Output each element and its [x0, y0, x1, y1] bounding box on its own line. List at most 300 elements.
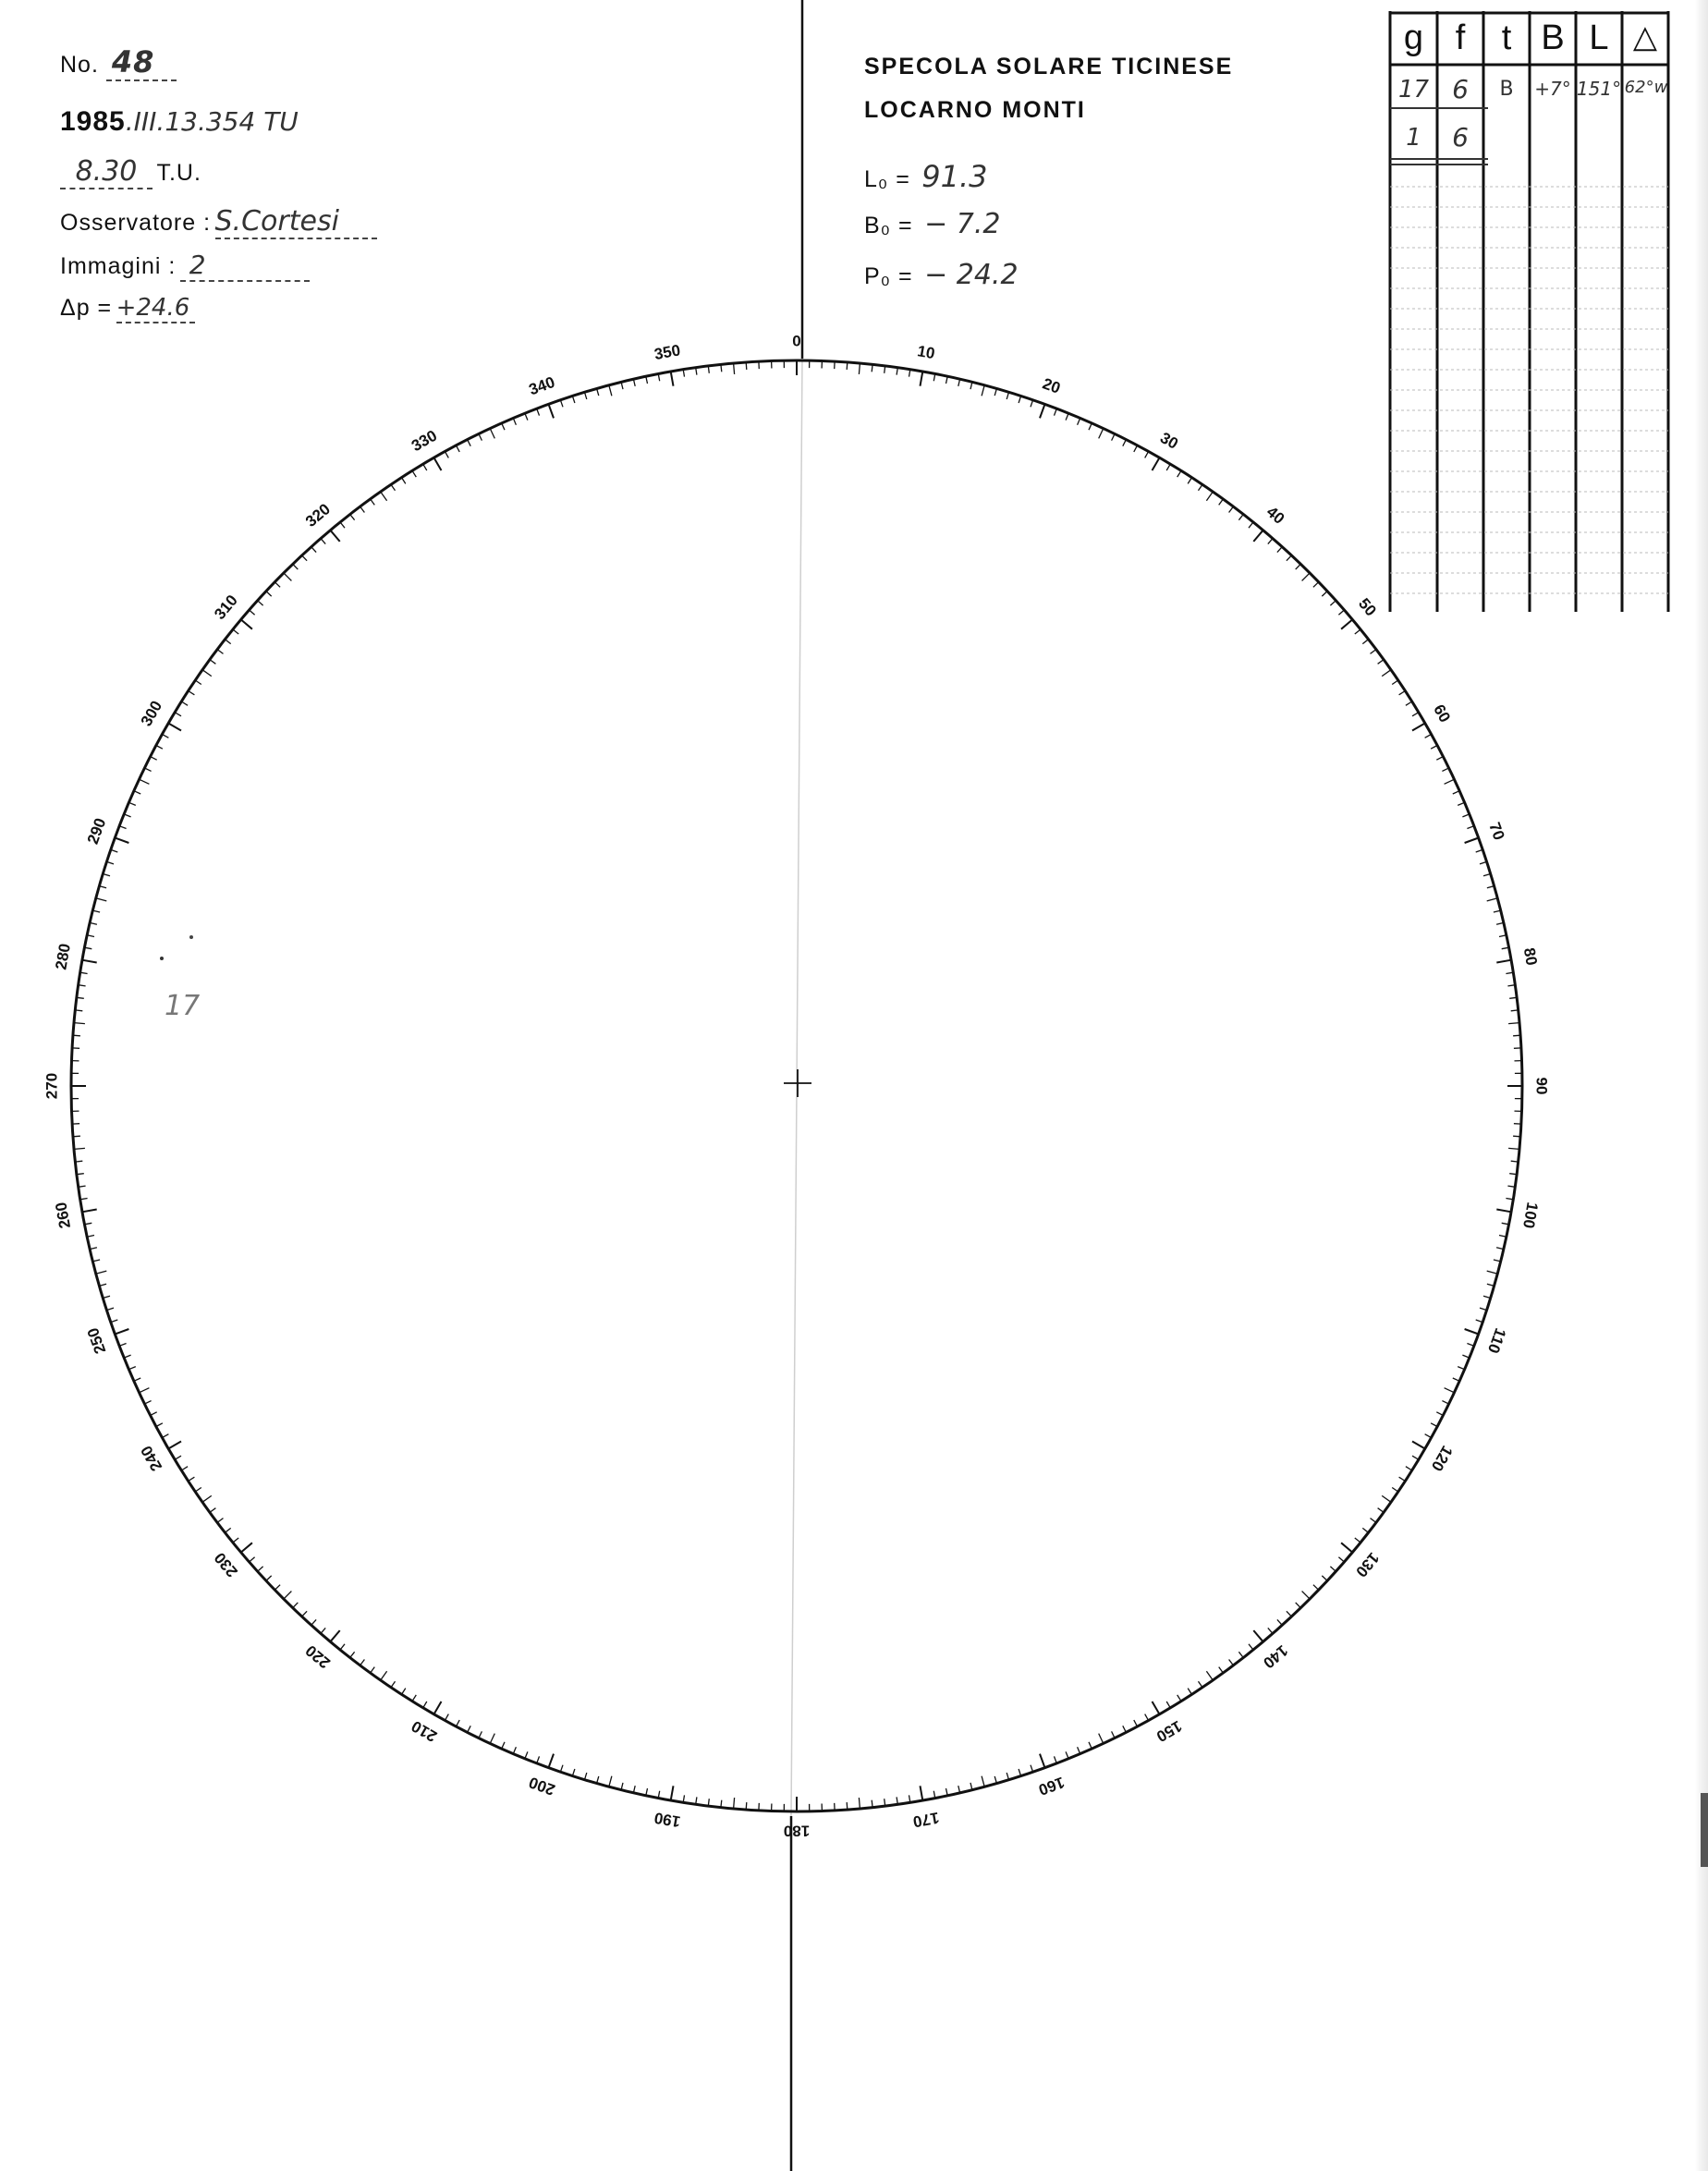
P0-value: − 24.2	[924, 259, 1019, 291]
degree-tick	[1219, 1667, 1224, 1674]
degree-tick	[1445, 779, 1455, 784]
degree-label: 350	[653, 341, 682, 364]
degree-tick	[75, 1010, 82, 1011]
degree-tick	[1371, 650, 1376, 654]
degree-tick	[175, 713, 181, 716]
degree-tick	[168, 1442, 181, 1449]
degree-tick	[1392, 680, 1398, 685]
degree-tick	[1338, 1557, 1344, 1562]
degree-tick	[92, 910, 100, 912]
degree-tick	[1425, 734, 1432, 738]
degree-tick	[391, 484, 396, 491]
degree-label: 300	[137, 697, 166, 730]
images-label: Immagini :	[60, 253, 177, 279]
degree-tick	[1145, 1714, 1149, 1721]
degree-tick	[241, 1543, 252, 1552]
degree-tick	[490, 1734, 494, 1744]
degree-tick	[168, 724, 181, 731]
col-header-t: t	[1501, 18, 1512, 57]
degree-tick	[1496, 1210, 1511, 1213]
degree-label: 320	[301, 500, 334, 531]
degree-label: 290	[83, 815, 110, 847]
degree-tick	[621, 382, 623, 389]
degree-tick	[391, 1681, 396, 1688]
degree-tick	[1089, 1742, 1092, 1749]
degree-label: 130	[1352, 1549, 1383, 1581]
degree-tick	[457, 445, 460, 452]
degree-label: 190	[653, 1808, 682, 1831]
degree-tick	[1355, 1538, 1360, 1543]
degree-tick	[217, 650, 223, 654]
col-header-L: L	[1589, 18, 1609, 57]
degree-tick	[241, 619, 252, 628]
degree-tick	[1153, 1701, 1160, 1714]
degree-tick	[1206, 1671, 1213, 1680]
table-cell-r2-g: 1	[1406, 124, 1421, 152]
degree-tick	[1330, 1567, 1336, 1571]
degree-tick	[1206, 492, 1213, 501]
degree-tick	[445, 1714, 448, 1721]
degree-tick	[1431, 746, 1437, 750]
degree-tick	[330, 1630, 339, 1641]
degree-tick	[1078, 1747, 1080, 1753]
degree-label: 160	[1036, 1773, 1068, 1799]
degree-tick	[1362, 1528, 1368, 1532]
degree-tick	[1238, 514, 1243, 519]
degree-tick	[225, 1528, 230, 1532]
degree-tick	[210, 660, 216, 665]
degree-label: 340	[526, 372, 557, 399]
degree-tick	[266, 1576, 272, 1581]
degree-tick	[1458, 802, 1464, 805]
degree-label: 260	[52, 1201, 75, 1230]
degree-tick	[970, 382, 972, 389]
degree-tick	[1322, 592, 1327, 597]
degree-tick	[1453, 791, 1459, 794]
degree-tick	[1031, 400, 1033, 408]
degree-tick	[258, 601, 263, 605]
degree-tick	[537, 409, 540, 416]
degree-tick	[250, 1557, 255, 1562]
degree-label: 150	[1153, 1716, 1186, 1746]
degree-tick	[434, 457, 442, 470]
degree-tick	[151, 757, 157, 761]
degree-label: 210	[408, 1716, 441, 1746]
degree-tick	[162, 734, 168, 738]
table-cell-r1-t: B	[1499, 78, 1514, 101]
degree-tick	[96, 898, 107, 901]
degree-tick	[1436, 1412, 1443, 1416]
degree-tick	[434, 1701, 442, 1714]
degree-tick	[746, 1802, 747, 1810]
degree-label: 310	[211, 591, 241, 623]
degree-tick	[609, 385, 612, 396]
degree-tick	[134, 791, 140, 794]
degree-tick	[982, 1776, 984, 1787]
degree-tick	[217, 1518, 223, 1523]
degree-tick	[1188, 478, 1191, 484]
degree-label: 20	[1040, 374, 1063, 397]
degree-tick	[1277, 547, 1282, 553]
degree-tick	[293, 1603, 299, 1608]
degree-tick	[195, 680, 201, 685]
degree-tick	[1511, 1161, 1519, 1162]
degree-tick	[210, 1508, 216, 1513]
degree-tick	[1406, 701, 1412, 705]
degree-tick	[734, 363, 735, 374]
degree-tick	[721, 364, 722, 372]
degree-tick	[82, 1210, 97, 1213]
degree-tick	[381, 492, 387, 501]
col-header-g: g	[1403, 18, 1424, 57]
institution-line-1: SPECOLA SOLARE TICINESE	[864, 54, 1234, 79]
degree-tick	[151, 1412, 157, 1416]
observation-year: 1985	[60, 106, 126, 137]
degree-tick	[1055, 1756, 1057, 1763]
P0-label: P₀ =	[864, 263, 913, 289]
degree-tick	[293, 564, 299, 569]
degree-tick	[266, 592, 272, 597]
degree-tick	[140, 1388, 150, 1393]
degree-tick	[513, 1747, 516, 1753]
degree-tick	[1287, 1611, 1292, 1616]
degree-tick	[402, 478, 406, 484]
degree-label: 40	[1263, 503, 1288, 528]
degree-label: 220	[301, 1641, 334, 1672]
degree-tick	[189, 691, 195, 695]
degree-tick	[321, 1628, 325, 1633]
degree-tick	[1494, 910, 1501, 912]
degree-tick	[1458, 1367, 1464, 1370]
degree-tick	[525, 1751, 528, 1758]
degree-tick	[74, 1023, 85, 1024]
degree-tick	[1462, 1355, 1469, 1358]
table-cell-r1-g: 17	[1397, 76, 1430, 104]
degree-tick	[274, 1585, 280, 1591]
degree-tick	[1078, 418, 1080, 424]
degree-tick	[671, 372, 674, 386]
degree-tick	[115, 1329, 128, 1335]
sunspot	[189, 935, 193, 939]
degree-tick	[195, 1488, 201, 1493]
images-value: 2	[180, 250, 310, 282]
degree-tick	[1465, 838, 1479, 844]
degree-tick	[1287, 555, 1292, 561]
degree-tick	[1338, 610, 1344, 615]
B0-label: B₀ =	[864, 213, 913, 238]
degree-tick	[189, 1477, 195, 1481]
degree-tick	[1442, 1401, 1448, 1405]
degree-tick	[1412, 1456, 1419, 1459]
degree-label: 170	[911, 1808, 941, 1831]
degree-tick	[671, 1786, 674, 1800]
degree-tick	[1249, 1644, 1253, 1650]
degree-tick	[371, 499, 375, 506]
degree-tick	[402, 1689, 406, 1695]
degree-tick	[340, 522, 345, 528]
degree-tick	[1392, 1488, 1398, 1493]
degree-tick	[75, 1161, 82, 1162]
degree-tick	[423, 464, 427, 470]
degree-label: 80	[1519, 946, 1541, 967]
degree-tick	[250, 610, 255, 615]
degree-tick	[1511, 1010, 1519, 1011]
degree-tick	[1199, 1681, 1203, 1688]
degree-tick	[181, 701, 188, 705]
degree-label: 330	[408, 426, 441, 456]
L0-label: L₀ =	[864, 166, 910, 192]
report-number-value: 48	[106, 44, 177, 81]
degree-tick	[1513, 1136, 1520, 1137]
degree-tick	[921, 1786, 923, 1800]
degree-tick	[119, 1344, 127, 1347]
degree-tick	[525, 413, 528, 420]
degree-tick	[1123, 1726, 1127, 1732]
degree-tick	[1313, 1585, 1319, 1591]
degree-tick	[233, 629, 238, 634]
degree-tick	[1508, 1148, 1519, 1149]
degree-tick	[140, 779, 150, 784]
degree-tick	[111, 849, 118, 852]
degree-tick	[202, 670, 212, 677]
degree-tick	[1099, 429, 1104, 439]
report-number-label: No.	[60, 52, 99, 78]
degree-tick	[311, 1619, 316, 1625]
table-cell-r1-B: +7°	[1534, 78, 1571, 100]
degree-label: 50	[1355, 594, 1380, 620]
degree-tick	[859, 1798, 860, 1809]
degree-label: 110	[1483, 1325, 1510, 1356]
degree-tick	[412, 470, 416, 477]
degree-tick	[1406, 1467, 1412, 1470]
degree-tick	[1166, 1701, 1170, 1708]
degree-tick	[1462, 814, 1469, 817]
degree-tick	[1166, 464, 1170, 470]
degree-tick	[96, 1271, 107, 1274]
degree-tick	[1465, 1329, 1479, 1335]
degree-tick	[1476, 1320, 1483, 1323]
institution-line-2: LOCARNO MONTI	[864, 97, 1086, 123]
degree-tick	[181, 1467, 188, 1470]
degree-tick	[502, 1742, 505, 1749]
degree-tick	[479, 1731, 482, 1738]
degree-tick	[921, 372, 923, 386]
central-meridian	[791, 359, 802, 1816]
degree-tick	[92, 1260, 100, 1262]
degree-tick	[537, 1756, 540, 1763]
degree-tick	[1134, 1720, 1138, 1726]
spot-group-label: 17	[165, 990, 201, 1022]
degree-tick	[1476, 849, 1483, 852]
degree-tick	[1487, 898, 1498, 901]
degree-tick	[734, 1798, 735, 1809]
degree-tick	[457, 1720, 460, 1726]
degree-label: 70	[1485, 820, 1508, 843]
degree-tick	[371, 1667, 375, 1674]
degree-tick	[847, 1802, 848, 1810]
degree-tick	[284, 1592, 292, 1600]
degree-tick	[1229, 506, 1234, 512]
degree-tick	[1378, 1508, 1385, 1513]
degree-tick	[1089, 423, 1092, 430]
degree-tick	[847, 362, 848, 370]
degree-tick	[321, 539, 325, 544]
degree-tick	[609, 1776, 612, 1787]
degree-tick	[156, 1423, 163, 1427]
degree-tick	[1177, 470, 1181, 477]
degree-tick	[74, 1148, 85, 1149]
degree-tick	[502, 423, 505, 430]
degree-tick	[1496, 960, 1511, 963]
degree-tick	[350, 514, 355, 519]
degree-tick	[490, 429, 494, 439]
degree-tick	[258, 1567, 263, 1571]
degree-tick	[350, 1652, 355, 1657]
degree-tick	[549, 404, 555, 418]
degree-tick	[445, 451, 448, 457]
degree-label: 90	[1532, 1077, 1551, 1095]
degree-label: 120	[1427, 1442, 1457, 1475]
degree-tick	[340, 1644, 345, 1650]
degree-tick	[746, 362, 747, 370]
observer-label: Osservatore :	[60, 210, 212, 236]
degree-label: 30	[1157, 428, 1181, 453]
degree-tick	[1302, 1592, 1311, 1600]
observation-time-value: 8.30	[60, 155, 152, 189]
degree-tick	[1066, 1751, 1068, 1758]
degree-tick	[1253, 1630, 1263, 1641]
degree-tick	[1040, 1754, 1045, 1768]
degree-label: 250	[83, 1325, 110, 1357]
observation-time-label: T.U.	[156, 160, 201, 186]
degree-tick	[302, 1611, 308, 1616]
degree-tick	[513, 418, 516, 424]
col-header-delta: △	[1632, 19, 1658, 55]
degree-tick	[1145, 451, 1149, 457]
degree-tick	[468, 440, 471, 446]
degree-tick	[1442, 768, 1448, 772]
degree-tick	[1040, 404, 1045, 418]
table-cell-r1-delta: 62°w	[1624, 78, 1668, 97]
sunspot	[160, 957, 164, 960]
degree-label: 230	[211, 1549, 241, 1581]
degree-tick	[412, 1695, 416, 1701]
degree-tick	[274, 582, 280, 588]
degree-tick	[560, 400, 563, 408]
degree-tick	[1302, 573, 1311, 581]
degree-tick	[982, 385, 984, 396]
degree-label: 240	[137, 1442, 166, 1475]
degree-tick	[1253, 531, 1263, 542]
B0-value: − 7.2	[924, 208, 1001, 240]
degree-label: 140	[1260, 1641, 1292, 1672]
degree-tick	[225, 640, 230, 644]
degree-tick	[1249, 522, 1253, 528]
degree-tick	[621, 1783, 623, 1790]
degree-tick	[1099, 1734, 1104, 1744]
degree-tick	[1296, 564, 1301, 569]
col-header-f: f	[1455, 18, 1466, 57]
degree-tick	[549, 1754, 555, 1768]
degree-tick	[330, 531, 339, 542]
degree-tick	[1134, 445, 1138, 452]
degree-tick	[1330, 601, 1336, 605]
degree-label: 270	[43, 1072, 61, 1100]
degree-label: 60	[1430, 701, 1455, 726]
degree-tick	[360, 506, 365, 512]
degree-tick	[381, 1671, 387, 1680]
degree-tick	[1445, 1388, 1455, 1393]
page-edge-mark	[1701, 1793, 1708, 1867]
degree-tick	[1355, 629, 1360, 634]
degree-tick	[1199, 484, 1203, 491]
degree-tick	[1123, 440, 1127, 446]
degree-tick	[1341, 1543, 1352, 1552]
center-cross	[784, 1069, 811, 1097]
degree-tick	[144, 768, 151, 772]
degree-tick	[1508, 1023, 1519, 1024]
degree-tick	[1188, 1689, 1191, 1695]
degree-tick	[1412, 1442, 1425, 1449]
degree-tick	[1066, 413, 1068, 420]
degree-tick	[1371, 1518, 1376, 1523]
table-cell-r2-f: 6	[1452, 122, 1469, 152]
degree-tick	[1219, 499, 1224, 506]
degree-tick	[479, 433, 482, 440]
degree-tick	[119, 826, 127, 829]
degree-tick	[1487, 1271, 1498, 1274]
degree-tick	[1277, 1619, 1282, 1625]
degree-tick	[1341, 619, 1352, 628]
observer-value: S.Cortesi	[215, 205, 377, 239]
degree-tick	[1238, 1652, 1243, 1657]
degree-label: 10	[916, 342, 936, 363]
degree-tick	[1399, 1477, 1406, 1481]
degree-label: 0	[792, 332, 801, 350]
degree-tick	[1322, 1576, 1327, 1581]
degree-tick	[1112, 433, 1116, 440]
degree-tick	[311, 547, 316, 553]
delta-p-label: Δp =	[60, 295, 113, 321]
degree-tick	[302, 555, 308, 561]
degree-tick	[111, 1320, 118, 1323]
degree-tick	[1153, 457, 1160, 470]
degree-tick	[1313, 582, 1319, 588]
degree-tick	[468, 1726, 471, 1732]
delta-p-value: +24.6	[116, 294, 195, 323]
degree-tick	[115, 838, 128, 844]
degree-tick	[1268, 1628, 1273, 1633]
degree-tick	[360, 1660, 365, 1665]
degree-tick	[1031, 1765, 1033, 1773]
degree-tick	[175, 1456, 181, 1459]
degree-tick	[124, 1355, 130, 1358]
degree-tick	[156, 746, 163, 750]
table-cell-r1-L: 151°	[1576, 78, 1622, 100]
degree-tick	[560, 1765, 563, 1773]
degree-tick	[284, 573, 292, 581]
degree-tick	[1296, 1603, 1301, 1608]
degree-tick	[721, 1800, 722, 1808]
degree-tick	[73, 1035, 80, 1036]
degree-tick	[1467, 826, 1474, 829]
degree-tick	[1268, 539, 1273, 544]
degree-tick	[233, 1538, 238, 1543]
degree-tick	[423, 1701, 427, 1708]
degree-tick	[1467, 1344, 1474, 1347]
degree-tick	[124, 814, 130, 817]
degree-tick	[202, 1495, 212, 1502]
